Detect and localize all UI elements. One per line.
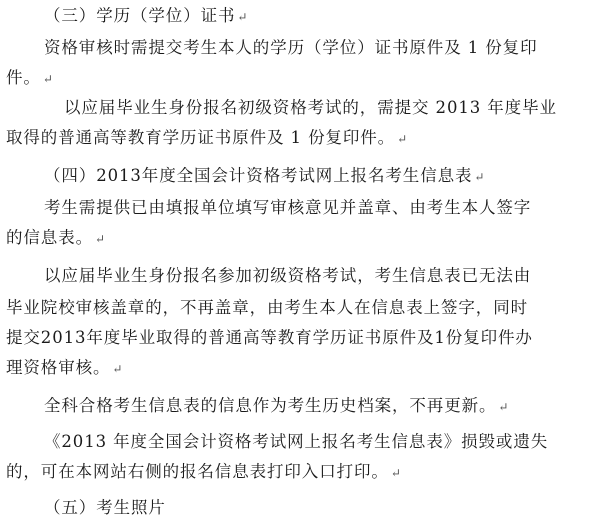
paragraph-line: 考生需提供已由填报单位填写审核意见并盖章、由考生本人签字 (44, 198, 532, 217)
return-mark-icon: ↵ (498, 400, 510, 414)
return-mark-icon: ↵ (42, 72, 54, 86)
paragraph-line: 取得的普通高等教育学历证书原件及 1 份复印件。 ↵ (6, 128, 409, 147)
heading-section-3: （三）学历（学位）证书 ↵ (44, 6, 249, 25)
return-mark-icon: ↵ (397, 132, 409, 146)
paragraph-line: 的，可在本网站右侧的报名信息表打印入口打印。 ↵ (6, 462, 402, 481)
paragraph-line: 以应届毕业生身份报名初级资格考试的，需提交 2013 年度毕业 (64, 98, 557, 117)
paragraph-line: 全科合格考生信息表的信息作为考生历史档案，不再更新。 ↵ (44, 396, 510, 415)
paragraph-line: 毕业院校审核盖章的，不再盖章，由考生本人在信息表上签字，同时 (6, 298, 528, 317)
return-mark-icon: ↵ (390, 466, 402, 480)
paragraph-line: 资格审核时需提交考生本人的学历（学位）证书原件及 1 份复印 (44, 38, 538, 57)
heading-section-5: （五）考生照片 (44, 498, 166, 517)
paragraph-line: 理资格审核。 ↵ (6, 358, 124, 377)
paragraph-line: 提交2013年度毕业取得的普通高等教育学历证书原件及1份复印件办 (6, 328, 533, 347)
return-mark-icon: ↵ (95, 232, 106, 246)
paragraph-line: 的信息表。 ↵ (6, 228, 106, 247)
heading-section-4: （四）2013年度全国会计资格考试网上报名考生信息表 ↵ (44, 166, 486, 185)
return-mark-icon: ↵ (237, 10, 249, 24)
paragraph-line: 《2013 年度全国会计资格考试网上报名考生信息表》损毁或遗失 (44, 432, 549, 451)
paragraph-line: 以应届毕业生身份报名参加初级资格考试，考生信息表已无法由 (44, 266, 532, 285)
return-mark-icon: ↵ (112, 362, 124, 376)
paragraph-line: 件。 ↵ (6, 68, 54, 87)
return-mark-icon: ↵ (474, 170, 486, 184)
